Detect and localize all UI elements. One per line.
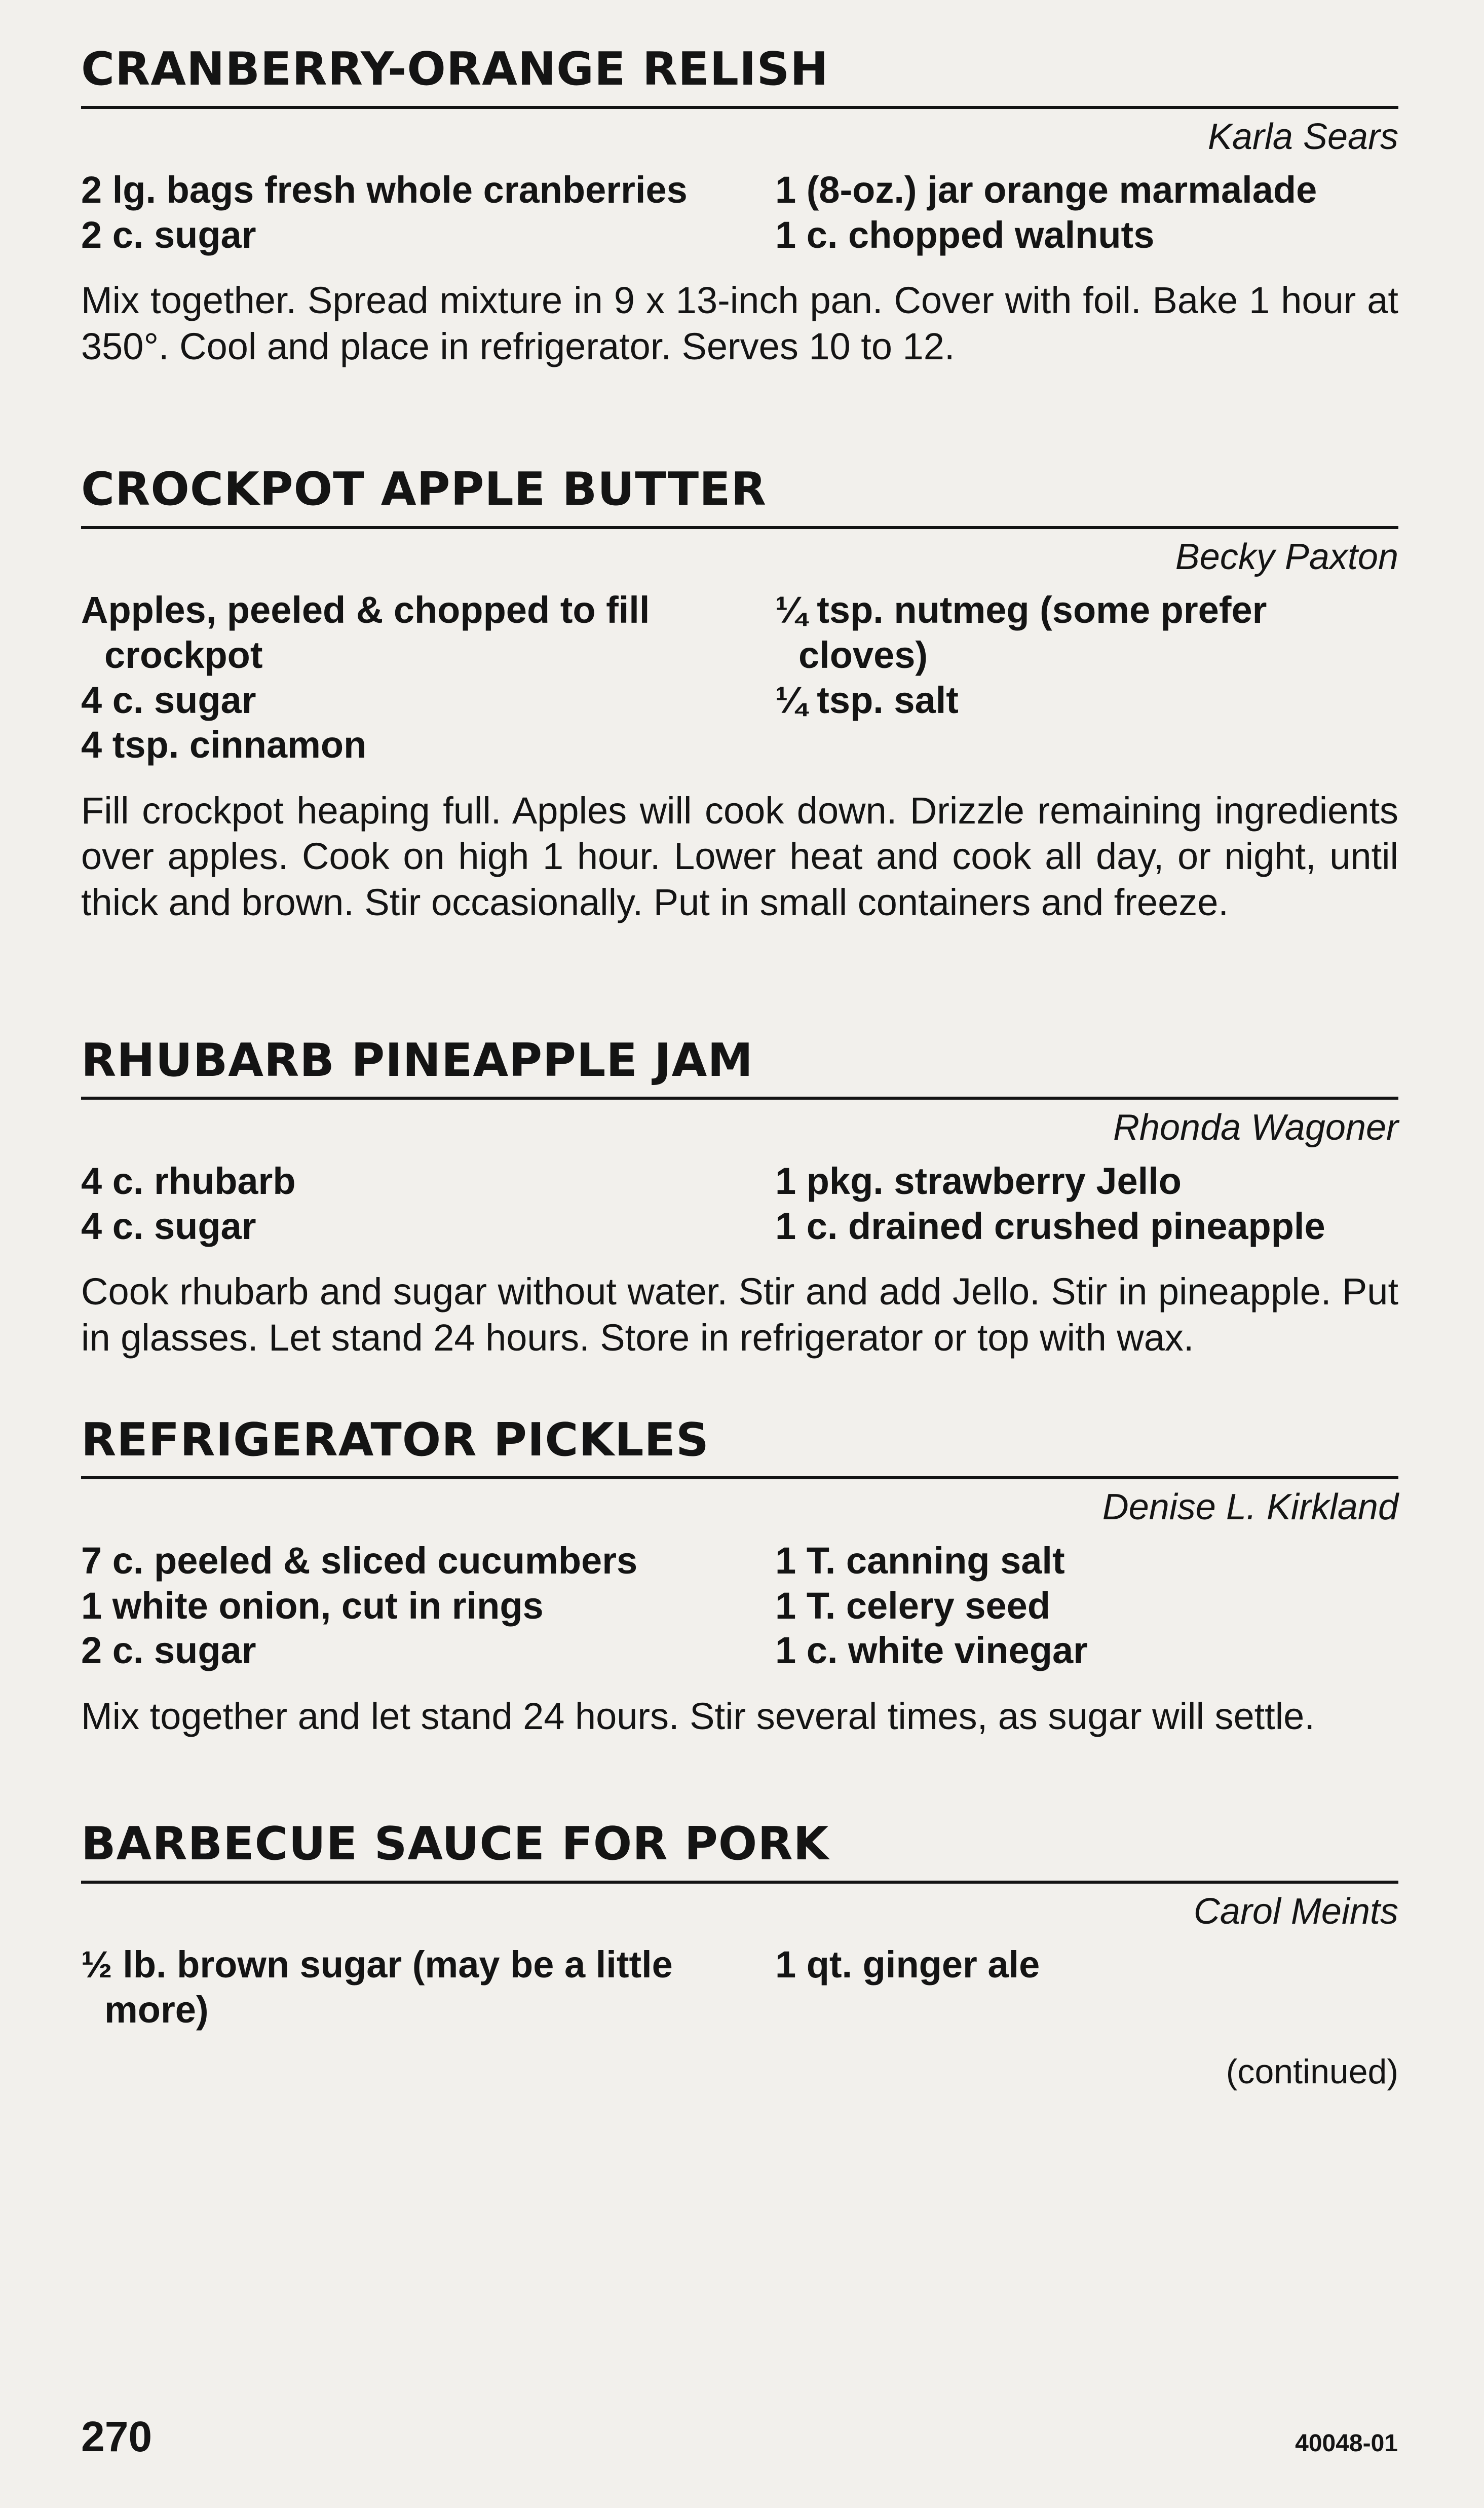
- ingredients-left: [81, 168, 730, 258]
- recipe-cranberry-orange-relish: [81, 41, 1398, 369]
- recipe-title: BARBECUE SAUCE FOR PORK: [81, 1817, 829, 1871]
- ingredient: 1 T. canning salt: [775, 1539, 1065, 1582]
- ingredient: 2 c. sugar: [81, 1629, 256, 1672]
- recipe-author: Denise L. Kirkland: [1102, 1487, 1398, 1528]
- ingredients: [81, 168, 1398, 258]
- print-code: 40048-01: [1295, 2430, 1398, 2457]
- recipe-author: Rhonda Wagoner: [1113, 1107, 1398, 1148]
- ingredients-right: [775, 1942, 1398, 2033]
- recipe-crockpot-apple-butter: [81, 461, 1398, 925]
- recipe-barbecue-sauce-for-pork: [81, 1815, 1398, 2091]
- ingredient: 1 c. chopped walnuts: [775, 213, 1155, 256]
- recipe-refrigerator-pickles: [81, 1411, 1398, 1740]
- ingredients-right: [775, 588, 1398, 768]
- recipe-rhubarb-pineapple-jam: [81, 1032, 1398, 1361]
- ingredients-left: [81, 1539, 730, 1673]
- recipe-author: Becky Paxton: [1175, 536, 1398, 577]
- page-footer: [81, 2412, 1398, 2461]
- ingredient: 4 tsp. cinnamon: [81, 724, 367, 766]
- ingredient: ¼ tsp. nutmeg (some prefer cloves): [775, 588, 1267, 676]
- title-rule: [81, 526, 1398, 529]
- ingredient: 1 c. white vinegar: [775, 1629, 1088, 1672]
- ingredient: ¼ tsp. salt: [775, 679, 959, 721]
- ingredient: 4 c. sugar: [81, 679, 256, 721]
- ingredient: ½ lb. brown sugar (may be a little more): [81, 1943, 673, 2031]
- ingredients-left: [81, 588, 730, 768]
- recipe-directions: Fill crockpot heaping full. Apples will cook down. Drizzle remaining ingredients over apples. Cook on high 1 hour. Lower heat and cook all day, or night, until thick and brown. Stir occasionally. Put in small containers and freeze.: [81, 790, 1398, 923]
- ingredient: 4 c. sugar: [81, 1205, 256, 1247]
- title-rule: [81, 1097, 1398, 1100]
- title-rule: [81, 1881, 1398, 1884]
- ingredient: 1 c. drained crushed pineapple: [775, 1205, 1325, 1247]
- ingredients-right: [775, 1159, 1398, 1249]
- recipe-title: REFRIGERATOR PICKLES: [81, 1413, 709, 1467]
- ingredient: 7 c. peeled & sliced cucumbers: [81, 1539, 638, 1582]
- ingredient: 1 white onion, cut in rings: [81, 1584, 544, 1627]
- recipe-directions: Mix together. Spread mixture in 9 x 13-inch pan. Cover with foil. Bake 1 hour at 350°. Cool and place in refrigerator. Serves 10 to 12.: [81, 279, 1398, 367]
- ingredient: 1 T. celery seed: [775, 1584, 1051, 1627]
- title-rule: [81, 106, 1398, 109]
- ingredient: Apples, peeled & chopped to fill crockpot: [81, 588, 650, 676]
- ingredient: 1 (8-oz.) jar orange marmalade: [775, 168, 1317, 211]
- ingredients-right: [775, 168, 1398, 258]
- recipe-title: CRANBERRY-ORANGE RELISH: [81, 43, 829, 96]
- ingredients-right: [775, 1539, 1398, 1673]
- ingredients: [81, 1539, 1398, 1673]
- ingredients-left: [81, 1159, 730, 1249]
- recipe-title: CROCKPOT APPLE BUTTER: [81, 463, 767, 516]
- recipe-author: Carol Meints: [1193, 1891, 1398, 1932]
- ingredients-left: [81, 1942, 730, 2033]
- cookbook-page: [81, 41, 1398, 2091]
- recipe-directions: Cook rhubarb and sugar without water. Stir and add Jello. Stir in pineapple. Put in glasses. Let stand 24 hours. Store in refrigerator or top with wax.: [81, 1270, 1398, 1359]
- ingredients: [81, 588, 1398, 768]
- ingredient: 2 lg. bags fresh whole cranberries: [81, 168, 688, 211]
- ingredient: 1 qt. ginger ale: [775, 1943, 1040, 1986]
- ingredient: 2 c. sugar: [81, 213, 256, 256]
- ingredients: [81, 1942, 1398, 2033]
- recipe-directions: Mix together and let stand 24 hours. Stir several times, as sugar will settle.: [81, 1695, 1315, 1738]
- continued-note: (continued): [1226, 2052, 1398, 2091]
- ingredient: 4 c. rhubarb: [81, 1159, 296, 1202]
- page-number: 270: [81, 2413, 153, 2460]
- ingredient: 1 pkg. strawberry Jello: [775, 1159, 1182, 1202]
- title-rule: [81, 1476, 1398, 1479]
- recipe-author: Karla Sears: [1207, 116, 1398, 157]
- recipe-title: RHUBARB PINEAPPLE JAM: [81, 1033, 753, 1087]
- ingredients: [81, 1159, 1398, 1249]
